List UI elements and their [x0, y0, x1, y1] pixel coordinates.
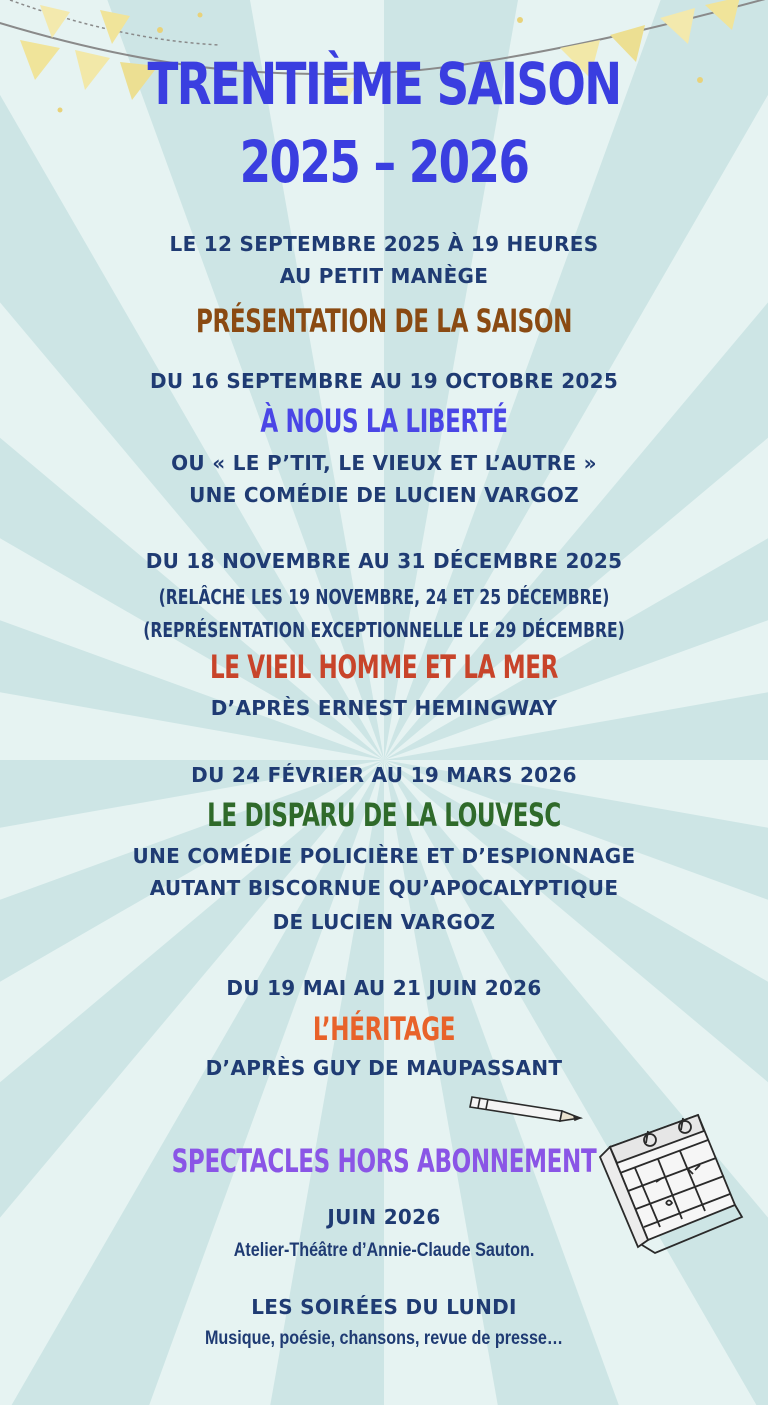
show3-line1: UNE COMÉDIE POLICIÈRE ET D’ESPIONNAGE	[132, 844, 636, 868]
extras-item1-desc: Atelier-Théâtre d’Annie-Claude Sauton.	[233, 1240, 535, 1261]
show2-note-relache: (RELÂCHE LES 19 NOVEMBRE, 24 ET 25 DÉCEMBRE)	[158, 585, 610, 609]
show2-title: LE VIEIL HOMME ET LA MER	[209, 648, 559, 686]
calendar-icon	[600, 1115, 742, 1253]
show3-title: LE DISPARU DE LA LOUVESC	[207, 796, 561, 834]
presentation-venue: AU PETIT MANÈGE	[279, 264, 489, 288]
show1-author: UNE COMÉDIE DE LUCIEN VARGOZ	[189, 483, 579, 507]
presentation-date: LE 12 SEPTEMBRE 2025 À 19 HEURES	[169, 232, 599, 256]
show3-line3: DE LUCIEN VARGOZ	[272, 910, 496, 934]
season-title-line2: 2025 – 2026	[239, 128, 529, 196]
pencil-calendar-illustration	[460, 1085, 750, 1255]
show3-line2: AUTANT BISCORNUE QU’APOCALYPTIQUE	[149, 876, 619, 900]
extras-item2-title: LES SOIRÉES DU LUNDI	[251, 1295, 517, 1319]
extras-title: SPECTACLES HORS ABONNEMENT	[171, 1142, 597, 1180]
show2-dates: DU 18 NOVEMBRE AU 31 DÉCEMBRE 2025	[145, 549, 623, 573]
show4-dates: DU 19 MAI AU 21 JUIN 2026	[226, 976, 542, 1000]
show4-author: D’APRÈS GUY DE MAUPASSANT	[205, 1056, 563, 1080]
show1-dates: DU 16 SEPTEMBRE AU 19 OCTOBRE 2025	[149, 369, 619, 393]
show3-dates: DU 24 FÉVRIER AU 19 MARS 2026	[191, 763, 577, 787]
show1-subtitle: OU « LE P’TIT, LE VIEUX ET L’AUTRE »	[171, 451, 597, 475]
show4-title: L’HÉRITAGE	[312, 1010, 456, 1048]
pencil-icon	[470, 1097, 580, 1121]
extras-item1-date: JUIN 2026	[327, 1205, 441, 1229]
season-title-line1: TRENTIÈME SAISON	[147, 50, 621, 118]
show1-title: À NOUS LA LIBERTÉ	[260, 402, 508, 440]
show2-author: D’APRÈS ERNEST HEMINGWAY	[210, 696, 558, 720]
extras-item2-desc: Musique, poésie, chansons, revue de presse…	[204, 1328, 564, 1349]
presentation-title: PRÉSENTATION DE LA SAISON	[195, 302, 572, 340]
show2-note-exceptionnelle: (REPRÉSENTATION EXCEPTIONNELLE LE 29 DÉCEMBRE)	[143, 618, 625, 642]
